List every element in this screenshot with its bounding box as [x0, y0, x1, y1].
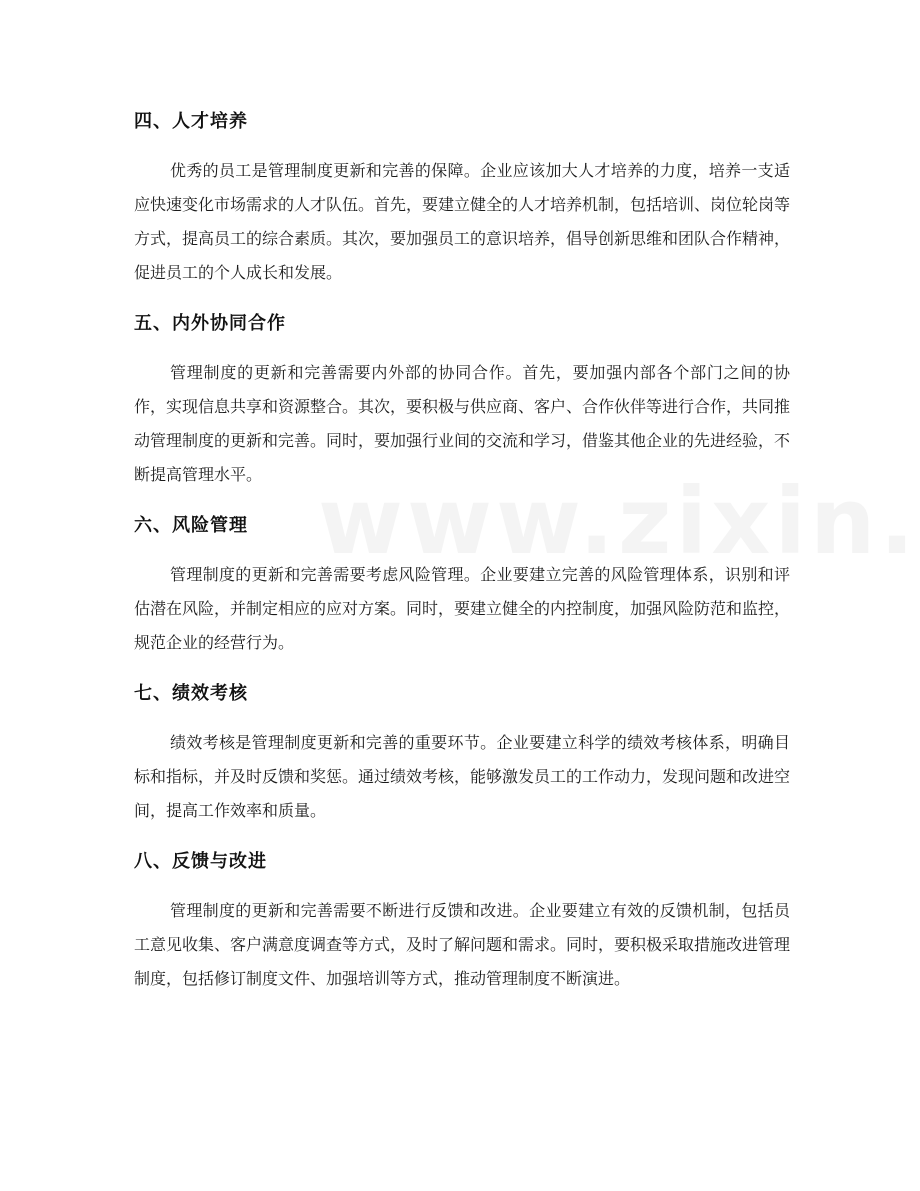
section-internal-external-cooperation — [134, 306, 790, 492]
section-feedback-improvement — [134, 844, 790, 996]
document-body — [134, 104, 790, 1012]
section-heading: 七、绩效考核 — [134, 683, 248, 704]
section-talent-development — [134, 104, 790, 290]
section-risk-management — [134, 508, 790, 660]
section-paragraph: 优秀的员工是管理制度更新和完善的保障。企业应该加大人才培养的力度，培养一支适应快速变化市场需求的人才队伍。首先，要建立健全的人才培养机制，包括培训、岗位轮岗等方式，提高员工的综合素质。其次，要加强员工的意识培养，倡导创新思维和团队合作精神，促进员工的个人成长和发展。 — [134, 161, 791, 282]
section-performance-assessment — [134, 676, 790, 828]
section-paragraph: 管理制度的更新和完善需要不断进行反馈和改进。企业要建立有效的反馈机制，包括员工意见收集、客户满意度调查等方式，及时了解问题和需求。同时，要积极采取措施改进管理制度，包括修订制度文件、加强培训等方式，推动管理制度不断演进。 — [134, 901, 791, 988]
section-heading: 八、反馈与改进 — [134, 851, 267, 872]
section-heading: 四、人才培养 — [134, 111, 248, 132]
section-paragraph: 管理制度的更新和完善需要内外部的协同合作。首先，要加强内部各个部门之间的协作，实现信息共享和资源整合。其次，要积极与供应商、客户、合作伙伴等进行合作，共同推动管理制度的更新和完善。同时，要加强行业间的交流和学习，借鉴其他企业的先进经验，不断提高管理水平。 — [134, 363, 791, 484]
section-paragraph: 绩效考核是管理制度更新和完善的重要环节。企业要建立科学的绩效考核体系，明确目标和指标，并及时反馈和奖惩。通过绩效考核，能够激发员工的工作动力，发现问题和改进空间，提高工作效率和质量。 — [134, 733, 791, 820]
section-paragraph: 管理制度的更新和完善需要考虑风险管理。企业要建立完善的风险管理体系，识别和评估潜在风险，并制定相应的应对方案。同时，要建立健全的内控制度，加强风险防范和监控，规范企业的经营行为。 — [134, 565, 791, 652]
section-heading: 六、风险管理 — [134, 515, 248, 536]
section-heading: 五、内外协同合作 — [134, 313, 286, 334]
